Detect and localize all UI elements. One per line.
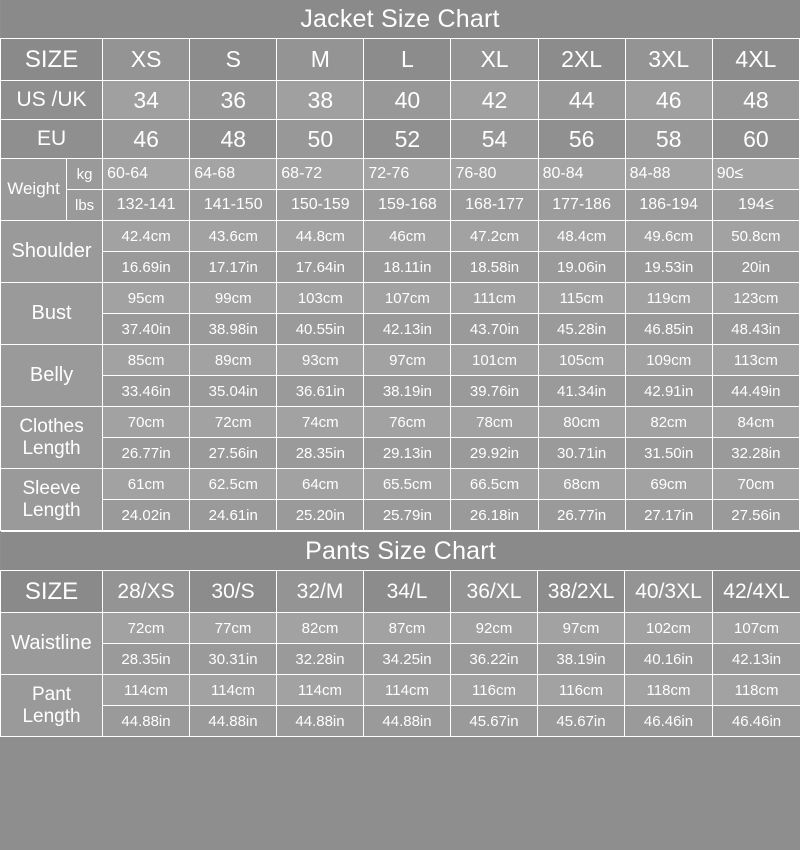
jacket-bust-in: 45.28in bbox=[538, 314, 625, 345]
jacket-sleeve-length-cm: 62.5cm bbox=[190, 469, 277, 500]
jacket-sleeve-length-in: 26.18in bbox=[451, 500, 538, 531]
jacket-shoulder-in: 17.17in bbox=[190, 252, 277, 283]
jacket-belly-in: 41.34in bbox=[538, 376, 625, 407]
jacket-usuk-value: 34 bbox=[103, 81, 190, 120]
pants-size-36xl: 36/XL bbox=[451, 571, 538, 613]
pants-length-cm-row bbox=[1, 675, 800, 706]
jacket-sleeve-length-in-row bbox=[1, 500, 800, 531]
jacket-weight-lbs-unit: lbs bbox=[67, 190, 103, 221]
jacket-eu-value: 48 bbox=[190, 120, 277, 159]
jacket-belly-label: Belly bbox=[1, 345, 103, 407]
jacket-weight-lbs-value: 194≤ bbox=[712, 190, 799, 221]
pants-size-30s: 30/S bbox=[190, 571, 277, 613]
pants-length-in-row bbox=[1, 706, 800, 737]
jacket-sleeve-length-cm: 61cm bbox=[103, 469, 190, 500]
jacket-size-xs: XS bbox=[103, 39, 190, 81]
jacket-weight-lbs-value: 186-194 bbox=[625, 190, 712, 221]
pants-length-cm: 116cm bbox=[451, 675, 538, 706]
jacket-weight-kg-value: 84-88 bbox=[625, 159, 712, 190]
pants-length-cm: 116cm bbox=[538, 675, 625, 706]
jacket-usuk-row bbox=[1, 81, 800, 120]
jacket-weight-lbs-value: 168-177 bbox=[451, 190, 538, 221]
jacket-shoulder-in: 20in bbox=[712, 252, 799, 283]
jacket-shoulder-in: 19.53in bbox=[625, 252, 712, 283]
pants-length-in: 45.67in bbox=[538, 706, 625, 737]
jacket-usuk-value: 46 bbox=[625, 81, 712, 120]
jacket-belly-in: 44.49in bbox=[712, 376, 799, 407]
jacket-sleeve-length-cm: 69cm bbox=[625, 469, 712, 500]
jacket-usuk-value: 48 bbox=[712, 81, 799, 120]
jacket-belly-in: 35.04in bbox=[190, 376, 277, 407]
pants-size-403xl: 40/3XL bbox=[625, 571, 713, 613]
pants-waistline-cm: 97cm bbox=[538, 613, 625, 644]
jacket-clothes-length-cm: 84cm bbox=[712, 407, 799, 438]
jacket-sleeve-length-in: 25.79in bbox=[364, 500, 451, 531]
jacket-clothes-length-cm: 82cm bbox=[625, 407, 712, 438]
pants-size-header-label: SIZE bbox=[1, 571, 103, 613]
jacket-weight-kg-row bbox=[1, 159, 800, 190]
pants-waistline-cm: 102cm bbox=[625, 613, 713, 644]
jacket-shoulder-in: 18.11in bbox=[364, 252, 451, 283]
pants-waistline-cm: 107cm bbox=[713, 613, 800, 644]
pants-waistline-in-row bbox=[1, 644, 800, 675]
jacket-bust-in: 37.40in bbox=[103, 314, 190, 345]
pants-waistline-cm-row bbox=[1, 613, 800, 644]
jacket-weight-lbs-value: 141-150 bbox=[190, 190, 277, 221]
jacket-belly-in: 38.19in bbox=[364, 376, 451, 407]
pants-length-cm: 114cm bbox=[364, 675, 451, 706]
pants-waistline-in: 42.13in bbox=[713, 644, 800, 675]
jacket-eu-label: EU bbox=[1, 120, 103, 159]
jacket-size-2xl: 2XL bbox=[538, 39, 625, 81]
jacket-clothes-length-in-row bbox=[1, 438, 800, 469]
jacket-clothes-length-in: 29.13in bbox=[364, 438, 451, 469]
jacket-size-l: L bbox=[364, 39, 451, 81]
pants-chart-title: Pants Size Chart bbox=[1, 532, 800, 571]
jacket-eu-value: 60 bbox=[712, 120, 799, 159]
jacket-bust-in: 40.55in bbox=[277, 314, 364, 345]
jacket-belly-in-row bbox=[1, 376, 800, 407]
jacket-clothes-length-in: 26.77in bbox=[103, 438, 190, 469]
pants-length-label: Pant Length bbox=[1, 675, 103, 737]
jacket-shoulder-cm: 47.2cm bbox=[451, 221, 538, 252]
pants-length-in: 45.67in bbox=[451, 706, 538, 737]
jacket-bust-in: 38.98in bbox=[190, 314, 277, 345]
jacket-bust-cm: 95cm bbox=[103, 283, 190, 314]
pants-waistline-in: 40.16in bbox=[625, 644, 713, 675]
pants-waistline-in: 30.31in bbox=[190, 644, 277, 675]
pants-size-382xl: 38/2XL bbox=[538, 571, 625, 613]
jacket-eu-value: 54 bbox=[451, 120, 538, 159]
jacket-sleeve-length-cm-row bbox=[1, 469, 800, 500]
jacket-shoulder-cm: 49.6cm bbox=[625, 221, 712, 252]
jacket-weight-kg-value: 80-84 bbox=[538, 159, 625, 190]
pants-size-34l: 34/L bbox=[364, 571, 451, 613]
jacket-sleeve-length-in: 27.17in bbox=[625, 500, 712, 531]
jacket-shoulder-cm: 43.6cm bbox=[190, 221, 277, 252]
jacket-bust-cm: 107cm bbox=[364, 283, 451, 314]
jacket-usuk-value: 42 bbox=[451, 81, 538, 120]
jacket-sleeve-length-in: 24.61in bbox=[190, 500, 277, 531]
pants-waistline-cm: 72cm bbox=[103, 613, 190, 644]
pants-waistline-in: 28.35in bbox=[103, 644, 190, 675]
pants-length-cm: 114cm bbox=[103, 675, 190, 706]
jacket-weight-kg-value: 76-80 bbox=[451, 159, 538, 190]
pants-waistline-cm: 92cm bbox=[451, 613, 538, 644]
jacket-bust-cm-row bbox=[1, 283, 800, 314]
jacket-belly-cm: 109cm bbox=[625, 345, 712, 376]
jacket-bust-cm: 103cm bbox=[277, 283, 364, 314]
jacket-eu-value: 50 bbox=[277, 120, 364, 159]
jacket-size-header-label: SIZE bbox=[1, 39, 103, 81]
jacket-shoulder-in: 19.06in bbox=[538, 252, 625, 283]
pants-length-cm: 118cm bbox=[625, 675, 713, 706]
pants-length-cm: 114cm bbox=[190, 675, 277, 706]
jacket-eu-row bbox=[1, 120, 800, 159]
pants-waistline-in: 38.19in bbox=[538, 644, 625, 675]
jacket-belly-cm: 93cm bbox=[277, 345, 364, 376]
pants-size-32m: 32/M bbox=[277, 571, 364, 613]
jacket-bust-cm: 119cm bbox=[625, 283, 712, 314]
jacket-belly-cm: 97cm bbox=[364, 345, 451, 376]
jacket-belly-cm: 105cm bbox=[538, 345, 625, 376]
jacket-clothes-length-in: 27.56in bbox=[190, 438, 277, 469]
jacket-sleeve-length-cm: 64cm bbox=[277, 469, 364, 500]
pants-header-row bbox=[1, 571, 800, 613]
jacket-weight-lbs-value: 132-141 bbox=[103, 190, 190, 221]
jacket-sleeve-length-in: 24.02in bbox=[103, 500, 190, 531]
jacket-weight-label: Weight bbox=[1, 159, 67, 221]
pants-size-chart-table bbox=[0, 531, 800, 737]
pants-length-cm: 118cm bbox=[713, 675, 800, 706]
jacket-size-xl: XL bbox=[451, 39, 538, 81]
jacket-header-row bbox=[1, 39, 800, 81]
pants-size-28xs: 28/XS bbox=[103, 571, 190, 613]
jacket-size-s: S bbox=[190, 39, 277, 81]
jacket-belly-in: 42.91in bbox=[625, 376, 712, 407]
jacket-sleeve-length-in: 26.77in bbox=[538, 500, 625, 531]
pants-length-in: 44.88in bbox=[103, 706, 190, 737]
jacket-clothes-length-in: 28.35in bbox=[277, 438, 364, 469]
pants-waistline-cm: 82cm bbox=[277, 613, 364, 644]
jacket-weight-kg-value: 68-72 bbox=[277, 159, 364, 190]
jacket-usuk-value: 44 bbox=[538, 81, 625, 120]
jacket-clothes-length-cm: 78cm bbox=[451, 407, 538, 438]
jacket-belly-cm-row bbox=[1, 345, 800, 376]
jacket-sleeve-length-cm: 66.5cm bbox=[451, 469, 538, 500]
jacket-weight-kg-value: 90≤ bbox=[712, 159, 799, 190]
jacket-sleeve-length-cm: 70cm bbox=[712, 469, 799, 500]
jacket-clothes-length-cm: 80cm bbox=[538, 407, 625, 438]
jacket-bust-cm: 123cm bbox=[712, 283, 799, 314]
jacket-weight-lbs-value: 150-159 bbox=[277, 190, 364, 221]
jacket-sleeve-length-cm: 68cm bbox=[538, 469, 625, 500]
jacket-bust-in: 46.85in bbox=[625, 314, 712, 345]
pants-waistline-label: Waistline bbox=[1, 613, 103, 675]
jacket-usuk-value: 38 bbox=[277, 81, 364, 120]
jacket-clothes-length-in: 31.50in bbox=[625, 438, 712, 469]
pants-waistline-in: 32.28in bbox=[277, 644, 364, 675]
pants-length-cm: 114cm bbox=[277, 675, 364, 706]
jacket-clothes-length-cm-row bbox=[1, 407, 800, 438]
jacket-clothes-length-in: 32.28in bbox=[712, 438, 799, 469]
jacket-shoulder-cm: 46cm bbox=[364, 221, 451, 252]
jacket-sleeve-length-label: Sleeve Length bbox=[1, 469, 103, 531]
jacket-clothes-length-in: 30.71in bbox=[538, 438, 625, 469]
jacket-shoulder-label: Shoulder bbox=[1, 221, 103, 283]
jacket-clothes-length-label: Clothes Length bbox=[1, 407, 103, 469]
pants-length-in: 46.46in bbox=[625, 706, 713, 737]
jacket-size-3xl: 3XL bbox=[625, 39, 712, 81]
pants-size-424xl: 42/4XL bbox=[713, 571, 800, 613]
pants-waistline-cm: 87cm bbox=[364, 613, 451, 644]
jacket-sleeve-length-cm: 65.5cm bbox=[364, 469, 451, 500]
pants-title-row bbox=[1, 532, 800, 571]
jacket-shoulder-cm: 42.4cm bbox=[103, 221, 190, 252]
jacket-shoulder-cm: 50.8cm bbox=[712, 221, 799, 252]
jacket-weight-lbs-value: 159-168 bbox=[364, 190, 451, 221]
jacket-bust-cm: 111cm bbox=[451, 283, 538, 314]
pants-waistline-cm: 77cm bbox=[190, 613, 277, 644]
jacket-chart-title: Jacket Size Chart bbox=[1, 0, 800, 39]
jacket-eu-value: 46 bbox=[103, 120, 190, 159]
jacket-bust-in: 42.13in bbox=[364, 314, 451, 345]
jacket-belly-in: 33.46in bbox=[103, 376, 190, 407]
jacket-usuk-value: 40 bbox=[364, 81, 451, 120]
jacket-eu-value: 56 bbox=[538, 120, 625, 159]
jacket-sleeve-length-in: 27.56in bbox=[712, 500, 799, 531]
jacket-shoulder-cm-row bbox=[1, 221, 800, 252]
jacket-usuk-value: 36 bbox=[190, 81, 277, 120]
jacket-bust-cm: 115cm bbox=[538, 283, 625, 314]
pants-length-in: 44.88in bbox=[364, 706, 451, 737]
jacket-clothes-length-in: 29.92in bbox=[451, 438, 538, 469]
jacket-belly-cm: 89cm bbox=[190, 345, 277, 376]
jacket-bust-cm: 99cm bbox=[190, 283, 277, 314]
jacket-shoulder-in-row bbox=[1, 252, 800, 283]
pants-waistline-in: 34.25in bbox=[364, 644, 451, 675]
jacket-bust-in-row bbox=[1, 314, 800, 345]
jacket-sleeve-length-in: 25.20in bbox=[277, 500, 364, 531]
jacket-clothes-length-cm: 74cm bbox=[277, 407, 364, 438]
jacket-eu-value: 52 bbox=[364, 120, 451, 159]
jacket-weight-lbs-row bbox=[1, 190, 800, 221]
jacket-bust-label: Bust bbox=[1, 283, 103, 345]
pants-length-in: 44.88in bbox=[190, 706, 277, 737]
jacket-shoulder-in: 17.64in bbox=[277, 252, 364, 283]
jacket-belly-cm: 101cm bbox=[451, 345, 538, 376]
jacket-clothes-length-cm: 72cm bbox=[190, 407, 277, 438]
jacket-belly-cm: 113cm bbox=[712, 345, 799, 376]
jacket-shoulder-in: 16.69in bbox=[103, 252, 190, 283]
jacket-shoulder-cm: 48.4cm bbox=[538, 221, 625, 252]
jacket-eu-value: 58 bbox=[625, 120, 712, 159]
jacket-belly-in: 39.76in bbox=[451, 376, 538, 407]
jacket-weight-kg-unit: kg bbox=[67, 159, 103, 190]
jacket-weight-kg-value: 60-64 bbox=[103, 159, 190, 190]
jacket-shoulder-in: 18.58in bbox=[451, 252, 538, 283]
jacket-bust-in: 43.70in bbox=[451, 314, 538, 345]
jacket-clothes-length-cm: 70cm bbox=[103, 407, 190, 438]
jacket-belly-cm: 85cm bbox=[103, 345, 190, 376]
jacket-size-4xl: 4XL bbox=[712, 39, 799, 81]
jacket-weight-kg-value: 64-68 bbox=[190, 159, 277, 190]
jacket-clothes-length-cm: 76cm bbox=[364, 407, 451, 438]
jacket-weight-kg-value: 72-76 bbox=[364, 159, 451, 190]
jacket-shoulder-cm: 44.8cm bbox=[277, 221, 364, 252]
jacket-belly-in: 36.61in bbox=[277, 376, 364, 407]
pants-waistline-in: 36.22in bbox=[451, 644, 538, 675]
pants-length-in: 46.46in bbox=[713, 706, 800, 737]
jacket-weight-lbs-value: 177-186 bbox=[538, 190, 625, 221]
jacket-usuk-label: US /UK bbox=[1, 81, 103, 120]
jacket-title-row bbox=[1, 0, 800, 39]
jacket-size-m: M bbox=[277, 39, 364, 81]
jacket-bust-in: 48.43in bbox=[712, 314, 799, 345]
pants-length-in: 44.88in bbox=[277, 706, 364, 737]
